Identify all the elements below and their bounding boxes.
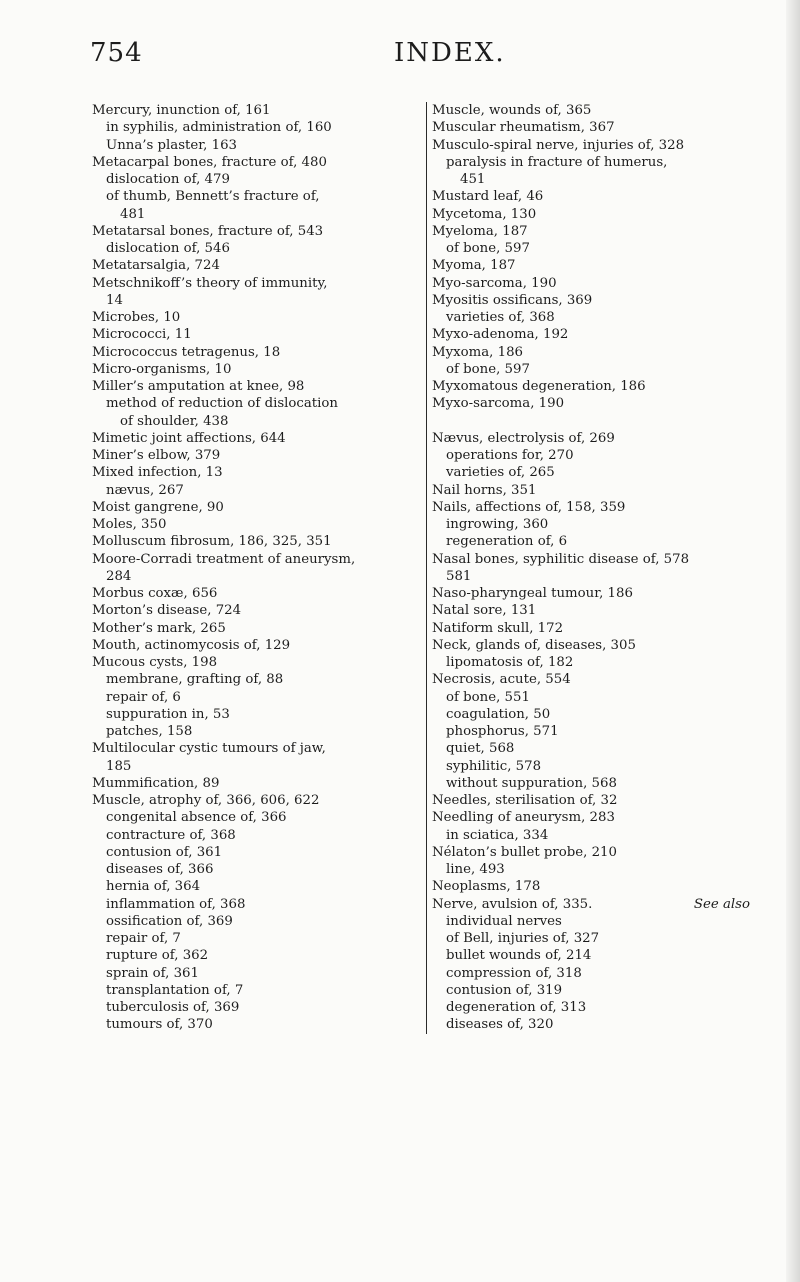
index-entry: [92, 326, 414, 343]
entry-text: Mummification, 89: [92, 775, 220, 791]
index-subentry: [92, 861, 414, 878]
entry-text: coagulation, 50: [446, 706, 551, 722]
index-subentry: [92, 758, 414, 775]
entry-text: Metatarsal bones, fracture of, 543: [92, 223, 324, 239]
entry-text: lipomatosis of, 182: [446, 655, 574, 670]
index-entry: [92, 551, 414, 568]
entry-text: inflammation of, 368: [106, 896, 246, 912]
entry-text: Myeloma, 187: [432, 223, 528, 239]
entry-text: phosphorus, 571: [446, 724, 559, 739]
index-subentry: [92, 947, 414, 964]
index-subentry: [432, 309, 762, 326]
index-subentry: [92, 568, 414, 585]
entry-text: diseases of, 320: [446, 1017, 554, 1033]
entry-text: Moore-Corradi treatment of aneurysm,: [92, 551, 356, 567]
entry-text: congenital absence of, 366: [106, 810, 287, 826]
entry-text: of bone, 551: [446, 689, 530, 705]
index-entry: [92, 275, 414, 292]
index-entry: [432, 275, 762, 292]
index-subentry: [432, 447, 762, 464]
index-entry: [92, 585, 414, 602]
entry-text: Mixed infection, 13: [92, 465, 223, 481]
entry-text: Multilocular cystic tumours of jaw,: [92, 741, 326, 757]
index-entry: [432, 809, 762, 826]
entry-text: repair of, 7: [106, 931, 181, 946]
index-entry: [432, 878, 762, 895]
index-entry: [92, 516, 414, 533]
index-subentry: [432, 361, 762, 378]
index-entry: [432, 671, 762, 688]
index-subentry: [432, 758, 762, 775]
entry-text: Mouth, actinomycosis of, 129: [92, 637, 291, 653]
entry-text: Natiform skull, 172: [432, 620, 564, 636]
entry-gap: [432, 413, 762, 430]
index-entry: [432, 620, 762, 637]
entry-text: membrane, grafting of, 88: [106, 672, 284, 688]
index-subentry: [432, 775, 762, 792]
index-entry: [92, 257, 414, 274]
index-subentry: [432, 947, 762, 964]
index-entry: [432, 792, 762, 809]
index-entry: [432, 292, 762, 309]
entry-text: Neck, glands of, diseases, 305: [432, 637, 636, 653]
entry-text: compression of, 318: [446, 965, 582, 981]
entry-text: 14: [106, 292, 123, 308]
index-entry: [432, 499, 762, 516]
index-subentry: [92, 930, 414, 947]
entry-text: rupture of, 362: [106, 948, 209, 964]
index-subentry: [432, 740, 762, 757]
index-subentry: [92, 119, 414, 136]
entry-text: Myxo-adenoma, 192: [432, 327, 569, 343]
index-entry: [92, 344, 414, 361]
entry-text: bullet wounds of, 214: [446, 948, 592, 964]
index-subentry: [432, 689, 762, 706]
entry-text: diseases of, 366: [106, 862, 214, 877]
index-entry: [432, 844, 762, 861]
index-subentry: [432, 516, 762, 533]
index-subentry: [92, 292, 414, 309]
index-entry: [432, 257, 762, 274]
index-subentry: [92, 706, 414, 723]
entry-text: Nélaton’s bullet probe, 210: [432, 844, 617, 860]
entry-text: ingrowing, 360: [446, 517, 549, 532]
entry-text: hernia of, 364: [106, 879, 201, 895]
entry-text: of bone, 597: [446, 361, 530, 377]
entry-text: Myxomatous degeneration, 186: [432, 379, 646, 394]
index-entry: [432, 585, 762, 602]
entry-text: 481: [120, 206, 146, 222]
entry-text: Metatarsalgia, 724: [92, 258, 220, 274]
index-subentry: [92, 999, 414, 1016]
index-subentry: [432, 154, 762, 171]
entry-text: 185: [106, 758, 132, 774]
index-entry: [92, 430, 414, 447]
index-entry: [432, 378, 762, 395]
index-subentry: [92, 482, 414, 499]
entry-text: without suppuration, 568: [446, 775, 617, 791]
entry-text: Myxo-sarcoma, 190: [432, 396, 565, 412]
entry-text: Miller’s amputation at knee, 98: [92, 379, 305, 394]
index-entry: [92, 637, 414, 654]
entry-text: Morton’s disease, 724: [92, 603, 242, 619]
index-entry: [92, 223, 414, 240]
entry-text: individual nerves: [446, 913, 562, 929]
page-number: 754: [90, 38, 143, 68]
index-entry: [432, 137, 762, 154]
index-entry: [92, 447, 414, 464]
entry-text: Myoma, 187: [432, 258, 516, 274]
entry-text: 451: [460, 172, 486, 187]
entry-text: Mimetic joint affections, 644: [92, 430, 286, 446]
entry-text: 581: [446, 568, 472, 584]
entry-text: transplantation of, 7: [106, 982, 244, 998]
index-entry: [92, 154, 414, 171]
index-subentry: [92, 689, 414, 706]
entry-text: nævus, 267: [106, 482, 184, 498]
entry-text: Miner’s elbow, 379: [92, 448, 221, 463]
entry-text: Micro-organisms, 10: [92, 361, 232, 377]
entry-text: Mother’s mark, 265: [92, 620, 226, 636]
index-subentry: [432, 861, 762, 878]
entry-text: ossification of, 369: [106, 913, 233, 929]
index-subentry: [92, 844, 414, 861]
entry-text: syphilitic, 578: [446, 758, 542, 774]
index-entry: [92, 102, 414, 119]
index-entry: [92, 378, 414, 395]
index-entry: [432, 637, 762, 654]
entry-text: Moles, 350: [92, 517, 167, 532]
index-entry: [432, 344, 762, 361]
entry-text: repair of, 6: [106, 689, 181, 705]
entry-text: of shoulder, 438: [120, 413, 229, 429]
entry-text: tuberculosis of, 369: [106, 1000, 240, 1015]
entry-text: Necrosis, acute, 554: [432, 672, 571, 688]
index-subentry: [92, 188, 414, 205]
index-entry: [92, 464, 414, 481]
index-entry: [92, 533, 414, 550]
entry-text: Muscle, wounds of, 365: [432, 103, 592, 118]
index-subentry: [92, 413, 414, 430]
index-subentry: [92, 896, 414, 913]
index-subentry: [92, 206, 414, 223]
index-entry: [432, 102, 762, 119]
entry-text: contusion of, 319: [446, 982, 563, 998]
index-entry: [92, 361, 414, 378]
entry-text: Mustard leaf, 46: [432, 189, 544, 205]
entry-text: Mucous cysts, 198: [92, 655, 218, 670]
index-subentry: [432, 999, 762, 1016]
index-entry: [432, 395, 762, 412]
entry-text: of bone, 597: [446, 241, 530, 256]
entry-text: Molluscum fibrosum, 186, 325, 351: [92, 534, 332, 550]
index-subentry: [432, 706, 762, 723]
index-entry: [92, 309, 414, 326]
index-subentry: [432, 827, 762, 844]
entry-text: Naso-pharyngeal tumour, 186: [432, 586, 633, 601]
index-entry: [92, 792, 414, 809]
index-subentry: [92, 809, 414, 826]
index-subentry: [92, 240, 414, 257]
index-subentry: [92, 671, 414, 688]
index-entry: [432, 602, 762, 619]
index-subentry: [432, 533, 762, 550]
index-entry: [432, 326, 762, 343]
page-header: [90, 38, 690, 78]
index-subentry: [432, 982, 762, 999]
index-entry: [432, 206, 762, 223]
index-entry: [432, 430, 762, 447]
index-subentry: [432, 965, 762, 982]
index-subentry: [432, 930, 762, 947]
entry-text: degeneration of, 313: [446, 1000, 587, 1015]
entry-text: quiet, 568: [446, 741, 515, 757]
index-subentry: [92, 723, 414, 740]
entry-text: Nasal bones, syphilitic disease of, 578: [432, 551, 690, 567]
entry-text: Needles, sterilisation of, 32: [432, 793, 618, 808]
index-subentry: [92, 1016, 414, 1033]
entry-text: suppuration in, 53: [106, 706, 230, 722]
index-subentry: [92, 878, 414, 895]
index-entry: [432, 223, 762, 240]
entry-text: Unna’s plaster, 163: [106, 137, 237, 153]
index-entry: [92, 620, 414, 637]
entry-text: Metacarpal bones, fracture of, 480: [92, 154, 327, 170]
index-entry: [432, 551, 762, 568]
index-subentry: [92, 827, 414, 844]
index-entry: [432, 482, 762, 499]
entry-text: Needling of aneurysm, 283: [432, 810, 615, 826]
index-entry: [92, 740, 414, 757]
index-entry: [92, 775, 414, 792]
entry-text: Microbes, 10: [92, 310, 181, 325]
index-subentry: [432, 171, 762, 188]
entry-text: Mercury, inunction of, 161: [92, 103, 271, 118]
index-column-right: [426, 102, 762, 1034]
entry-text: Micrococci, 11: [92, 327, 192, 343]
entry-text: of thumb, Bennett’s fracture of,: [106, 189, 320, 205]
index-subentry: [92, 171, 414, 188]
entry-text: Nævus, electrolysis of, 269: [432, 430, 615, 446]
entry-text: Musculo-spiral nerve, injuries of, 328: [432, 137, 685, 153]
entry-text: 284: [106, 568, 132, 584]
index-entry: [432, 119, 762, 136]
entry-text: Metschnikoff’s theory of immunity,: [92, 275, 328, 291]
index-subentry: [92, 137, 414, 154]
entry-text: Mycetoma, 130: [432, 206, 537, 222]
entry-text: contracture of, 368: [106, 827, 236, 843]
entry-text: Nerve, avulsion of, 335.: [432, 896, 593, 912]
entry-text: regeneration of, 6: [446, 534, 568, 550]
entry-text: of Bell, injuries of, 327: [446, 931, 600, 946]
entry-text: Nail horns, 351: [432, 482, 537, 498]
entry-text: Nails, affections of, 158, 359: [432, 499, 626, 515]
see-also-reference: See also: [693, 896, 750, 912]
index-subentry: [92, 982, 414, 999]
entry-text: Myositis ossificans, 369: [432, 292, 593, 308]
entry-text: varieties of, 265: [446, 465, 555, 481]
page-edge-shadow: [786, 0, 800, 1282]
entry-text: contusion of, 361: [106, 844, 223, 860]
entry-text: Myxoma, 186: [432, 344, 524, 360]
entry-text: sprain of, 361: [106, 965, 199, 981]
entry-text: Morbus coxæ, 656: [92, 586, 218, 601]
entry-text: in syphilis, administration of, 160: [106, 120, 332, 136]
entry-text: paralysis in fracture of humerus,: [446, 154, 668, 170]
index-entry: [92, 654, 414, 671]
index-subentry: [432, 723, 762, 740]
entry-text: operations for, 270: [446, 448, 574, 463]
page-title: INDEX.: [394, 38, 506, 68]
entry-text: dislocation of, 546: [106, 241, 230, 256]
index-subentry: [432, 913, 762, 930]
entry-text: Muscular rheumatism, 367: [432, 120, 615, 136]
entry-text: dislocation of, 479: [106, 172, 230, 187]
entry-text: Muscle, atrophy of, 366, 606, 622: [92, 793, 320, 808]
index-column-left: [92, 102, 414, 1034]
entry-text: Moist gangrene, 90: [92, 499, 224, 515]
entry-text: Natal sore, 131: [432, 603, 537, 619]
index-subentry: [92, 395, 414, 412]
entry-text: patches, 158: [106, 724, 193, 739]
index-subentry: [92, 965, 414, 982]
index-entry: [92, 602, 414, 619]
index-subentry: [92, 913, 414, 930]
entry-text: varieties of, 368: [446, 310, 555, 325]
entry-text: Neoplasms, 178: [432, 879, 541, 895]
index-subentry: [432, 568, 762, 585]
index-entry: [432, 896, 762, 913]
entry-text: line, 493: [446, 862, 505, 877]
index-subentry: [432, 464, 762, 481]
entry-text: method of reduction of dislocation: [106, 396, 338, 412]
entry-text: Myo-sarcoma, 190: [432, 275, 557, 291]
index-subentry: [432, 654, 762, 671]
index-entry: [92, 499, 414, 516]
entry-text: in sciatica, 334: [446, 827, 549, 843]
entry-text: tumours of, 370: [106, 1017, 213, 1033]
index-subentry: [432, 240, 762, 257]
index-subentry: [432, 1016, 762, 1033]
index-entry: [432, 188, 762, 205]
entry-text: Micrococcus tetragenus, 18: [92, 344, 281, 360]
